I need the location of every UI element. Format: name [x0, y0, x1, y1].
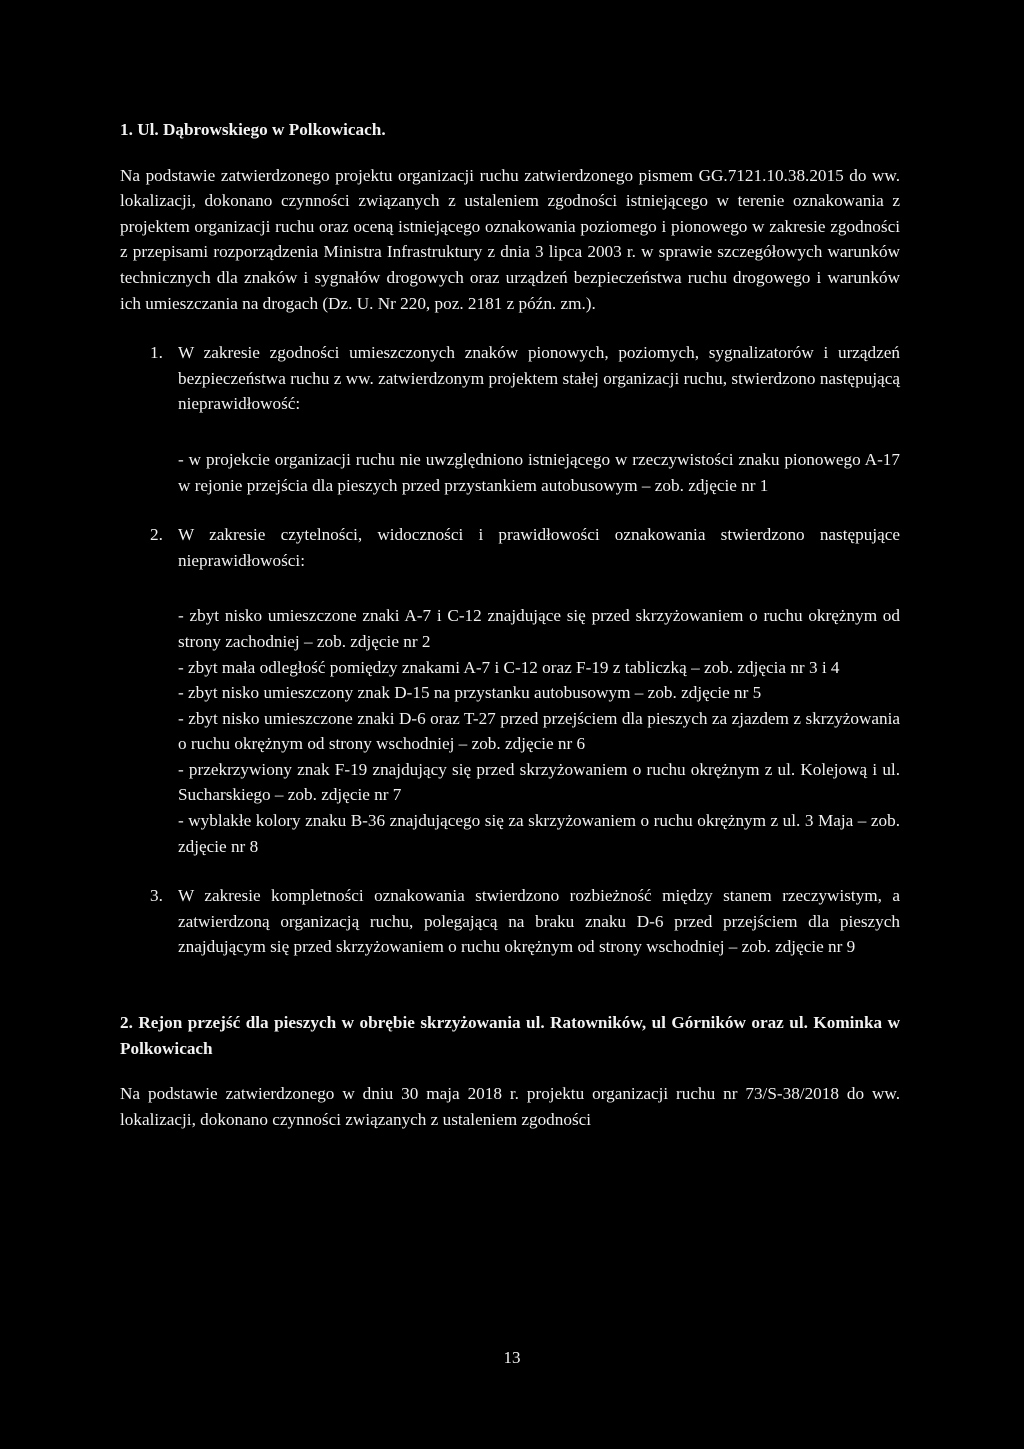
- finding-number: 3.: [150, 886, 163, 906]
- finding-bullet: - w projekcie organizacji ruchu nie uwzględniono istniejącego w rzeczywistości znaku pionowego A-17 w rejonie przejścia dla pieszych przed przystankiem autobusowym – zob. zdjęcie nr 1: [178, 449, 900, 495]
- finding-item-1: [120, 340, 900, 498]
- section-1-intro: Na podstawie zatwierdzonego projektu organizacji ruchu zatwierdzonego pismem GG.7121.10.38.2015 do ww. lokalizacji, dokonano czynności związanych z ustaleniem zgodności istniejącego w terenie oznakowania z projektem organizacji ruchu oraz oceną istniejącego oznakowania poziomego i pionowego w zakresie zgodności z przepisami rozporządzenia Ministra Infrastruktury z dnia 3 lipca 2003 r. w sprawie szczegółowych warunków technicznych dla znaków i sygnałów drogowych oraz urządzeń bezpieczeństwa ruchu drogowego i warunków ich umieszczania na drogach (Dz. U. Nr 220, poz. 2181 z późn. zm.).: [120, 165, 900, 313]
- finding-item-2: [120, 522, 900, 859]
- finding-bullets: [120, 603, 900, 859]
- finding-body: W zakresie zgodności umieszczonych znaków pionowych, poziomych, sygnalizatorów i urządzeń bezpieczeństwa ruchu z ww. zatwierdzonym projektem stałej organizacji ruchu, stwierdzono następującą nieprawidłowość:: [178, 343, 900, 414]
- finding-body: W zakresie czytelności, widoczności i prawidłowości oznakowania stwierdzono następujące nieprawidłowości:: [178, 525, 900, 570]
- page-number: 13: [503, 1348, 521, 1367]
- finding-text: [120, 522, 900, 573]
- finding-text: [120, 340, 900, 417]
- finding-bullet: - zbyt nisko umieszczony znak D-15 na przystanku autobusowym – zob. zdjęcie nr 5: [178, 683, 762, 703]
- finding-bullet: - zbyt mała odległość pomiędzy znakami A-7 i C-12 oraz F-19 z tabliczką – zob. zdjęcia nr 3 i 4: [178, 657, 840, 677]
- section-2-heading: 2. Rejon przejść dla pieszych w obrębie skrzyżowania ul. Ratowników, ul Górników oraz ul. Kominka w Polkowicach: [120, 1013, 900, 1058]
- finding-bullet: - wyblakłe kolory znaku B-36 znajdującego się za skrzyżowaniem o ruchu okrężnym z ul. 3 Maja – zob. zdjęcie nr 8: [178, 811, 900, 856]
- section-1-heading: 1. Ul. Dąbrowskiego w Polkowicach.: [120, 120, 386, 139]
- finding-bullet: - zbyt nisko umieszczone znaki D-6 oraz T-27 przed przejściem dla pieszych za zjazdem z skrzyżowania o ruchu okrężnym od strony wschodniej – zob. zdjęcie nr 6: [178, 708, 900, 754]
- finding-text: [120, 883, 900, 960]
- finding-bullet: - przekrzywiony znak F-19 znajdujący się przed skrzyżowaniem o ruchu okrężnym z ul. Kolejową i ul. Sucharskiego – zob. zdjęcie nr 7: [178, 759, 900, 805]
- section-2-intro: Na podstawie zatwierdzonego w dniu 30 maja 2018 r. projektu organizacji ruchu nr 73/S-38/2018 do ww. lokalizacji, dokonano czynności związanych z ustaleniem zgodności: [120, 1084, 900, 1129]
- document-page: [120, 117, 900, 1132]
- finding-body: W zakresie kompletności oznakowania stwierdzono rozbieżność między stanem rzeczywistym, a zatwierdzoną organizacją ruchu, polegającą na braku znaku D-6 przed przejściem dla pieszych znajdującym się przed skrzyżowaniem o ruchu okrężnym od strony wschodniej – zob. zdjęcie nr 9: [178, 886, 900, 957]
- finding-item-3: [120, 883, 900, 960]
- finding-bullet: - zbyt nisko umieszczone znaki A-7 i C-12 znajdujące się przed skrzyżowaniem o ruchu okrężnym od strony zachodniej – zob. zdjęcie nr 2: [178, 606, 900, 651]
- finding-number: 1.: [150, 343, 163, 363]
- finding-bullets: [120, 447, 900, 498]
- finding-number: 2.: [150, 525, 163, 545]
